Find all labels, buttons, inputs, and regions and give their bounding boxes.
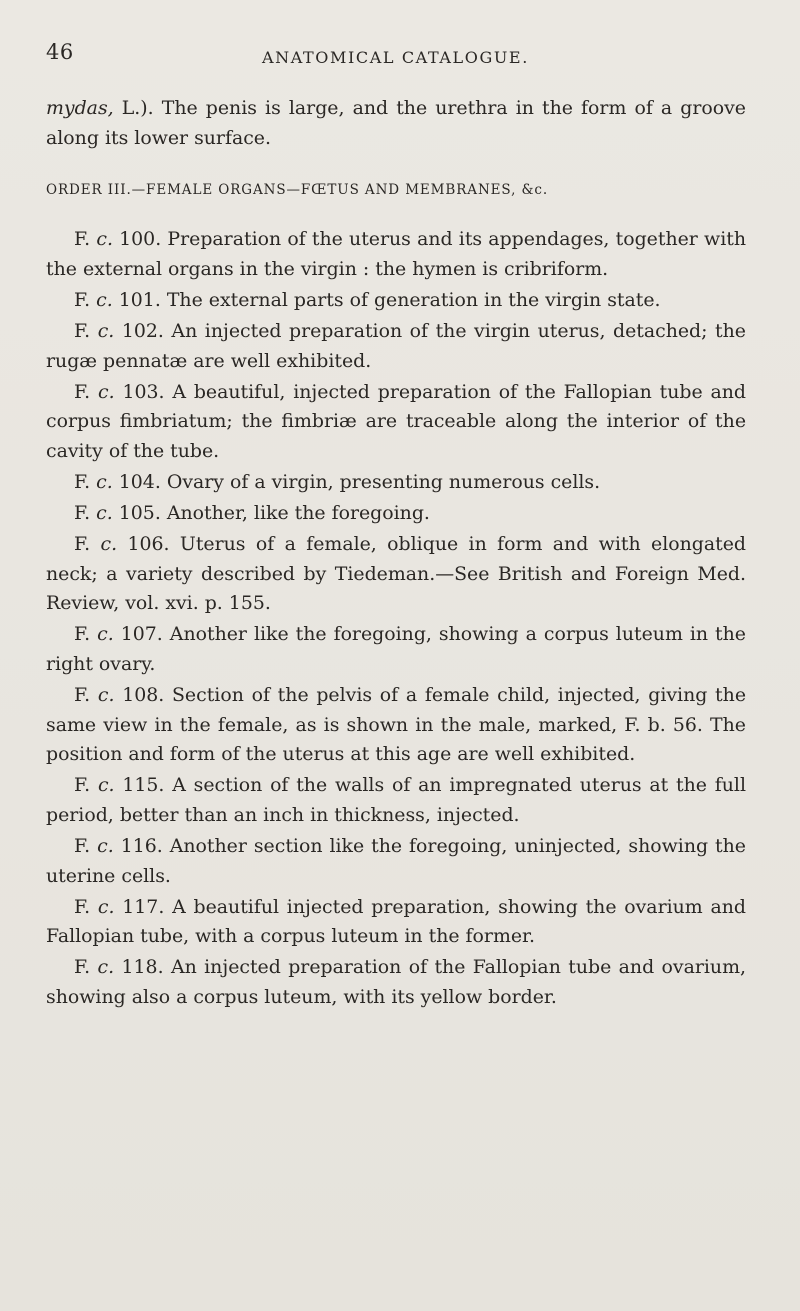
intro-text: L.). The penis is large, and the urethra in the form of a groove along its lower surface. xyxy=(46,97,746,149)
entry-series-letter: c. xyxy=(90,774,115,797)
entry-series-letter: c. xyxy=(90,684,115,707)
catalogue-entry xyxy=(46,286,746,316)
entry-prefix: F. xyxy=(74,895,91,918)
entry-series-letter: c. xyxy=(90,228,113,251)
entry-text: 115. A section of the walls of an impregnated uterus at the full period, better than an inch in thickness, injected. xyxy=(46,774,747,826)
running-head: ANATOMICAL CATALOGUE. xyxy=(262,48,529,67)
entry-text: 116. Another section like the foregoing, uninjected, showing the uterine cells. xyxy=(46,835,746,887)
entry-text: 102. An injected preparation of the virgin uterus, detached; the rugæ pennatæ are well exhibited. xyxy=(46,319,746,372)
entry-series-letter: c. xyxy=(90,533,118,556)
entry-prefix: F. xyxy=(74,774,91,797)
entry-series-letter: c. xyxy=(90,288,113,311)
entry-series-letter: c. xyxy=(90,956,115,979)
order-heading: ORDER III.—FEMALE ORGANS—FŒTUS AND MEMBRANES, &c. xyxy=(46,182,549,199)
catalogue-entry xyxy=(46,378,746,467)
catalogue-entry xyxy=(46,530,746,619)
page-body xyxy=(46,94,746,1014)
catalogue-entry xyxy=(46,681,746,770)
entry-text: 103. A beautiful, injected preparation of the Fallopian tube and corpus fimbriatum; the fimbriæ are traceable along the interior of the cavity of the tube. xyxy=(46,380,747,462)
catalogue-entry xyxy=(46,225,746,284)
catalogue-entry xyxy=(46,620,746,679)
entry-list xyxy=(46,225,746,1012)
intro-italic-lead: mydas, xyxy=(46,97,114,119)
entry-prefix: F. xyxy=(74,956,91,979)
entry-text: 118. An injected preparation of the Fallopian tube and ovarium, showing also a corpus luteum, with its yellow border. xyxy=(46,956,746,1009)
entry-text: 107. Another like the foregoing, showing a corpus luteum in the right ovary. xyxy=(46,623,746,675)
catalogue-entry xyxy=(46,893,746,952)
entry-series-letter: c. xyxy=(90,319,115,342)
entry-text: 100. Preparation of the uterus and its appendages, together with the external organs in the virgin : the hymen is cribriform. xyxy=(46,228,746,280)
entry-prefix: F. xyxy=(74,228,91,251)
catalogue-entry xyxy=(46,317,746,376)
entry-prefix: F. xyxy=(74,623,91,646)
entry-prefix: F. xyxy=(74,380,91,403)
intro-paragraph xyxy=(46,94,746,153)
entry-prefix: F. xyxy=(74,684,91,707)
entry-series-letter: c. xyxy=(90,470,113,493)
page-number: 46 xyxy=(46,40,74,64)
entry-text: 101. The external parts of generation in the virgin state. xyxy=(112,288,661,311)
entry-series-letter: c. xyxy=(90,895,115,918)
entry-prefix: F. xyxy=(74,288,91,311)
entry-text: 108. Section of the pelvis of a female child, injected, giving the same view in the female, as is shown in the male, marked, F. b. 56. The position and form of the uterus at this age are well exhibited. xyxy=(46,684,746,766)
entry-prefix: F. xyxy=(74,470,91,493)
catalogue-entry xyxy=(46,499,746,529)
entry-prefix: F. xyxy=(74,319,91,342)
entry-series-letter: c. xyxy=(90,502,113,525)
entry-series-letter: c. xyxy=(90,835,114,858)
entry-text: 105. Another, like the foregoing. xyxy=(112,502,430,525)
catalogue-entry xyxy=(46,832,746,891)
entry-series-letter: c. xyxy=(90,380,115,403)
entry-prefix: F. xyxy=(74,533,91,556)
entry-text: 104. Ovary of a virgin, presenting numerous cells. xyxy=(112,470,601,493)
entry-prefix: F. xyxy=(74,502,91,525)
entry-series-letter: c. xyxy=(90,623,114,646)
catalogue-entry xyxy=(46,771,746,830)
entry-text: 117. A beautiful injected preparation, showing the ovarium and Fallopian tube, with a corpus luteum in the former. xyxy=(46,895,746,948)
entry-text: 106. Uterus of a female, oblique in form and with elongated neck; a variety described by Tiedeman.—See British and Foreign Med. Review, vol. xvi. p. 155. xyxy=(46,533,746,615)
entry-prefix: F. xyxy=(74,835,91,858)
catalogue-entry xyxy=(46,468,746,498)
catalogue-entry xyxy=(46,953,746,1012)
